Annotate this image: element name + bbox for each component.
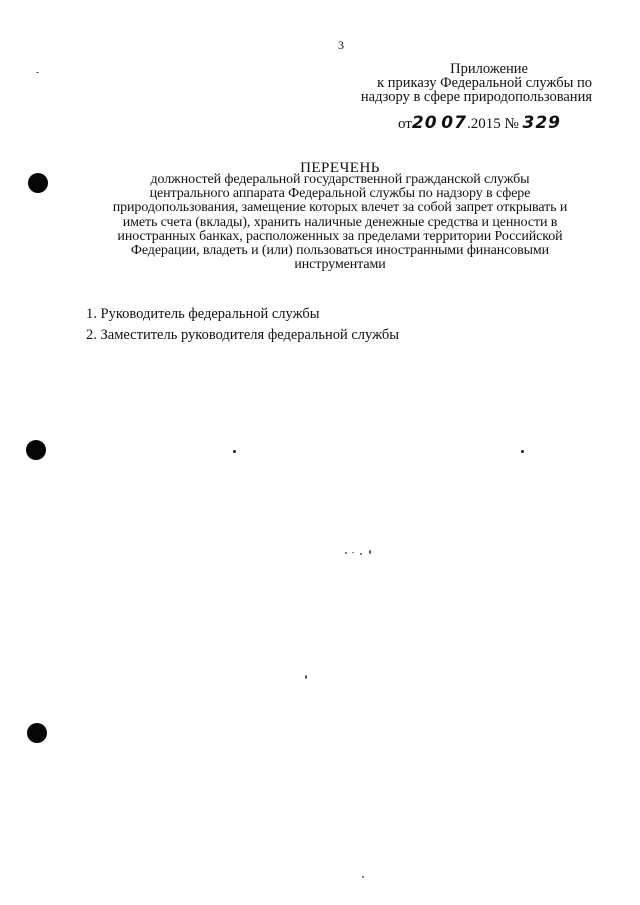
subtitle-line: иностранных банках, расположенных за пределами территории Российской (117, 228, 563, 244)
date-prefix: от (398, 116, 412, 132)
handwritten-day: 20 (411, 113, 438, 133)
appendix-header (330, 62, 592, 104)
appendix-line: надзору в сфере природопользования (360, 89, 592, 105)
punch-hole (28, 173, 48, 193)
scan-speck (369, 550, 371, 554)
punch-hole (26, 440, 46, 460)
list-item: 1. Руководитель федеральной службы (86, 306, 320, 322)
list-title: ПЕРЕЧЕНЬ (300, 160, 380, 176)
scan-speck (352, 552, 354, 553)
page-number: 3 (338, 38, 344, 52)
list-subtitle (88, 173, 592, 272)
subtitle-line: должностей федеральной государственной гражданской службы (150, 172, 530, 187)
scan-speck (36, 72, 39, 73)
list-item: 2. Заместитель руководителя федеральной службы (86, 327, 400, 343)
scan-speck (305, 675, 307, 679)
scan-speck (345, 552, 347, 554)
positions-list (86, 304, 399, 346)
order-year-number-label: .2015 № (466, 116, 519, 132)
order-date-line (398, 113, 561, 134)
appendix-line: к приказу Федеральной службы по (377, 75, 592, 91)
scan-speck (233, 450, 236, 453)
subtitle-line: природопользования, замещение которых влечет за собой запрет открывать и (112, 200, 568, 216)
scan-speck (360, 553, 362, 555)
scan-speck (362, 876, 364, 878)
handwritten-order-number: 329 (522, 113, 562, 133)
handwritten-month: 07 (441, 113, 467, 133)
subtitle-line: инструментами (294, 257, 386, 273)
subtitle-line: иметь счета (вклады), хранить наличные денежные средства и ценности в (122, 214, 558, 230)
punch-hole (27, 723, 47, 743)
subtitle-line: Федерации, владеть и (или) пользоваться иностранными финансовыми (130, 243, 550, 259)
appendix-title: Приложение (450, 61, 528, 77)
scan-speck (521, 450, 524, 453)
subtitle-line: центрального аппарата Федеральной службы по надзору в сфере (149, 186, 531, 202)
